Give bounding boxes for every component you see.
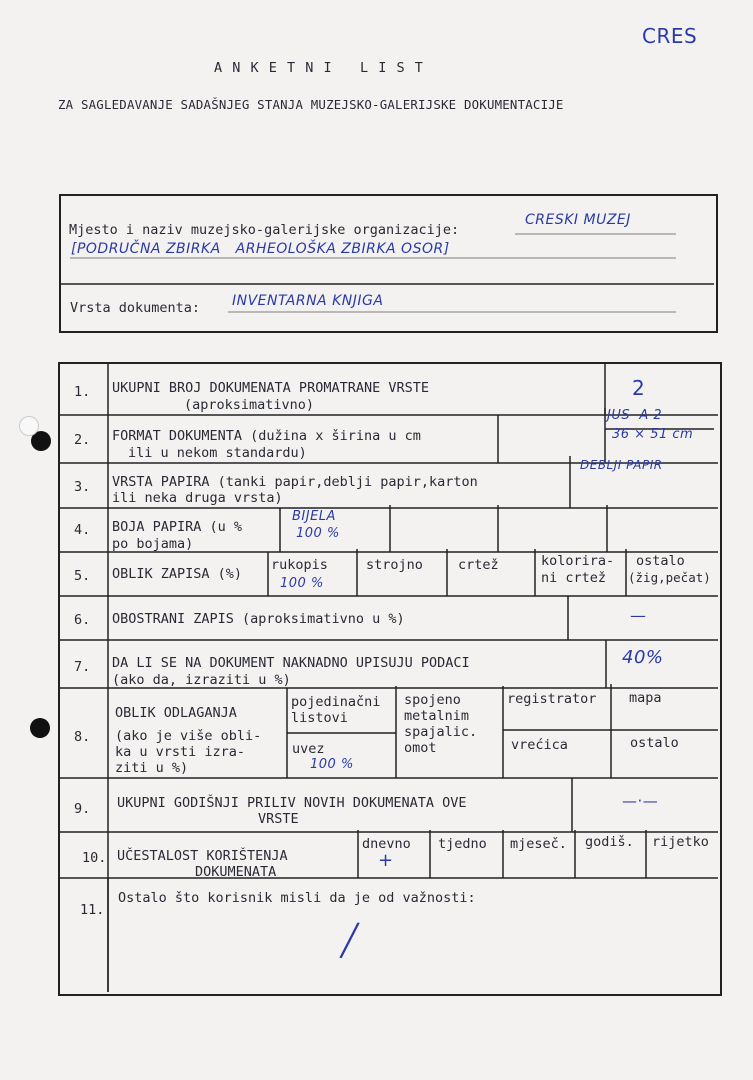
row-10-opt-godis: godiš. <box>585 834 634 850</box>
row-8-number: 8. <box>74 729 91 745</box>
row-8-opt-omot: omot <box>404 740 437 756</box>
row-8-note-3: ziti u %) <box>115 760 189 776</box>
row-4-label-2: po bojama) <box>112 536 194 552</box>
row-6-number: 6. <box>74 612 91 628</box>
row-5-number: 5. <box>74 568 91 584</box>
row-8-opt-spojeno-3: spajalic. <box>404 724 478 740</box>
row-8-opt-uvez: uvez <box>292 741 325 757</box>
row-5-opt-ostalo-1: ostalo <box>636 553 685 569</box>
row-4-value-1: BIJELA <box>292 509 336 524</box>
row-4-label: BOJA PAPIRA (u % <box>112 519 243 535</box>
row-1-label: UKUPNI BROJ DOKUMENATA PROMATRANE VRSTE <box>112 380 429 396</box>
row-8-opt-pojedinacni-1: pojedinačni <box>291 694 381 710</box>
row-5-label: OBLIK ZAPISA (%) <box>112 566 243 582</box>
row-7-label-2: (ako da, izraziti u %) <box>112 672 291 688</box>
org-value-1: CRESKI MUZEJ <box>525 212 631 228</box>
row-8-note-1: (ako je više obli- <box>115 728 262 744</box>
row-3-value: DEBLJI PAPIR <box>580 458 663 472</box>
row-3-number: 3. <box>74 479 91 495</box>
row-3-label-2: ili neka druga vrsta) <box>112 490 283 506</box>
row-5-opt-kolorirani-1: kolorira- <box>541 553 615 569</box>
row-10-opt-tjedno: tjedno <box>438 836 487 852</box>
row-10-dnevno-value: + <box>378 850 394 871</box>
row-4-value-2: 100 % <box>296 526 340 541</box>
doc-type-label: Vrsta dokumenta: <box>70 300 201 316</box>
row-8-uvez-value: 100 % <box>310 757 354 772</box>
row-10-opt-rijetko: rijetko <box>652 834 709 850</box>
row-8-opt-pojedinacni-2: listovi <box>291 710 348 726</box>
row-3-label: VRSTA PAPIRA (tanki papir,deblji papir,karton <box>112 474 478 490</box>
row-1-value: 2 <box>632 376 646 400</box>
row-10-label-2: DOKUMENATA <box>195 864 277 880</box>
row-8-label: OBLIK ODLAGANJA <box>115 705 237 721</box>
row-2-label-2: ili u nekom standardu) <box>128 445 307 461</box>
org-label: Mjesto i naziv muzejsko-galerijske organizacije: <box>69 222 460 238</box>
form-subtitle: ZA SAGLEDAVANJE SADAŠNJEG STANJA MUZEJSKO-GALERIJSKE DOKUMENTACIJE <box>58 97 564 112</box>
row-1-number: 1. <box>74 384 91 400</box>
row-8-opt-spojeno-2: metalnim <box>404 708 470 724</box>
row-8-note-2: ka u vrsti izra- <box>115 744 246 760</box>
row-9-label-2: VRSTE <box>258 811 299 827</box>
row-4-number: 4. <box>74 522 91 538</box>
row-2-value-1: JUS A 2 <box>607 408 663 423</box>
row-8-opt-spojeno-1: spojeno <box>404 692 461 708</box>
row-1-label-2: (aproksimativno) <box>184 397 315 413</box>
row-5-rukopis-value: 100 % <box>280 576 324 591</box>
doc-type-value: INVENTARNA KNJIGA <box>232 293 384 309</box>
row-5-opt-ostalo-2: (žig,pečat) <box>628 570 711 585</box>
row-5-opt-kolorirani-2: ni crtež <box>541 570 607 586</box>
row-2-label: FORMAT DOKUMENTA (dužina x širina u cm <box>112 428 421 444</box>
form-title: A N K E T N I L I S T <box>214 60 424 76</box>
row-9-number: 9. <box>74 801 91 817</box>
row-7-value: 40% <box>622 647 664 668</box>
row-10-label: UČESTALOST KORIŠTENJA <box>117 848 288 864</box>
row-9-value: —·— <box>622 792 659 810</box>
row-10-opt-dnevno: dnevno <box>362 836 411 852</box>
row-9-label: UKUPNI GODIŠNJI PRILIV NOVIH DOKUMENATA OVE <box>117 795 467 811</box>
row-2-value-2: 36 × 51 cm <box>612 427 694 442</box>
row-11-label: Ostalo što korisnik misli da je od važnosti: <box>118 890 476 906</box>
row-11-value: / <box>337 911 363 967</box>
row-7-number: 7. <box>74 659 91 675</box>
row-8-opt-mapa: mapa <box>629 690 662 706</box>
row-5-opt-strojno: strojno <box>366 557 423 573</box>
corner-note: CRES <box>642 24 698 48</box>
row-10-number: 10. <box>82 850 107 866</box>
row-6-value: — <box>630 606 647 625</box>
row-6-label: OBOSTRANI ZAPIS (aproksimativno u %) <box>112 611 405 627</box>
row-5-opt-crtez: crtež <box>458 557 499 573</box>
row-2-number: 2. <box>74 432 91 448</box>
row-10-opt-mjesec: mjeseč. <box>510 836 567 852</box>
org-value-2: [PODRUČNA ZBIRKA ARHEOLOŠKA ZBIRKA OSOR] <box>71 241 450 257</box>
row-8-opt-registrator: registrator <box>507 691 597 707</box>
row-5-opt-rukopis: rukopis <box>271 557 328 573</box>
row-11-number: 11. <box>80 902 105 918</box>
row-8-opt-vrecica: vrećica <box>511 737 568 753</box>
row-8-opt-ostalo: ostalo <box>630 735 679 751</box>
row-7-label: DA LI SE NA DOKUMENT NAKNADNO UPISUJU PODACI <box>112 655 470 671</box>
